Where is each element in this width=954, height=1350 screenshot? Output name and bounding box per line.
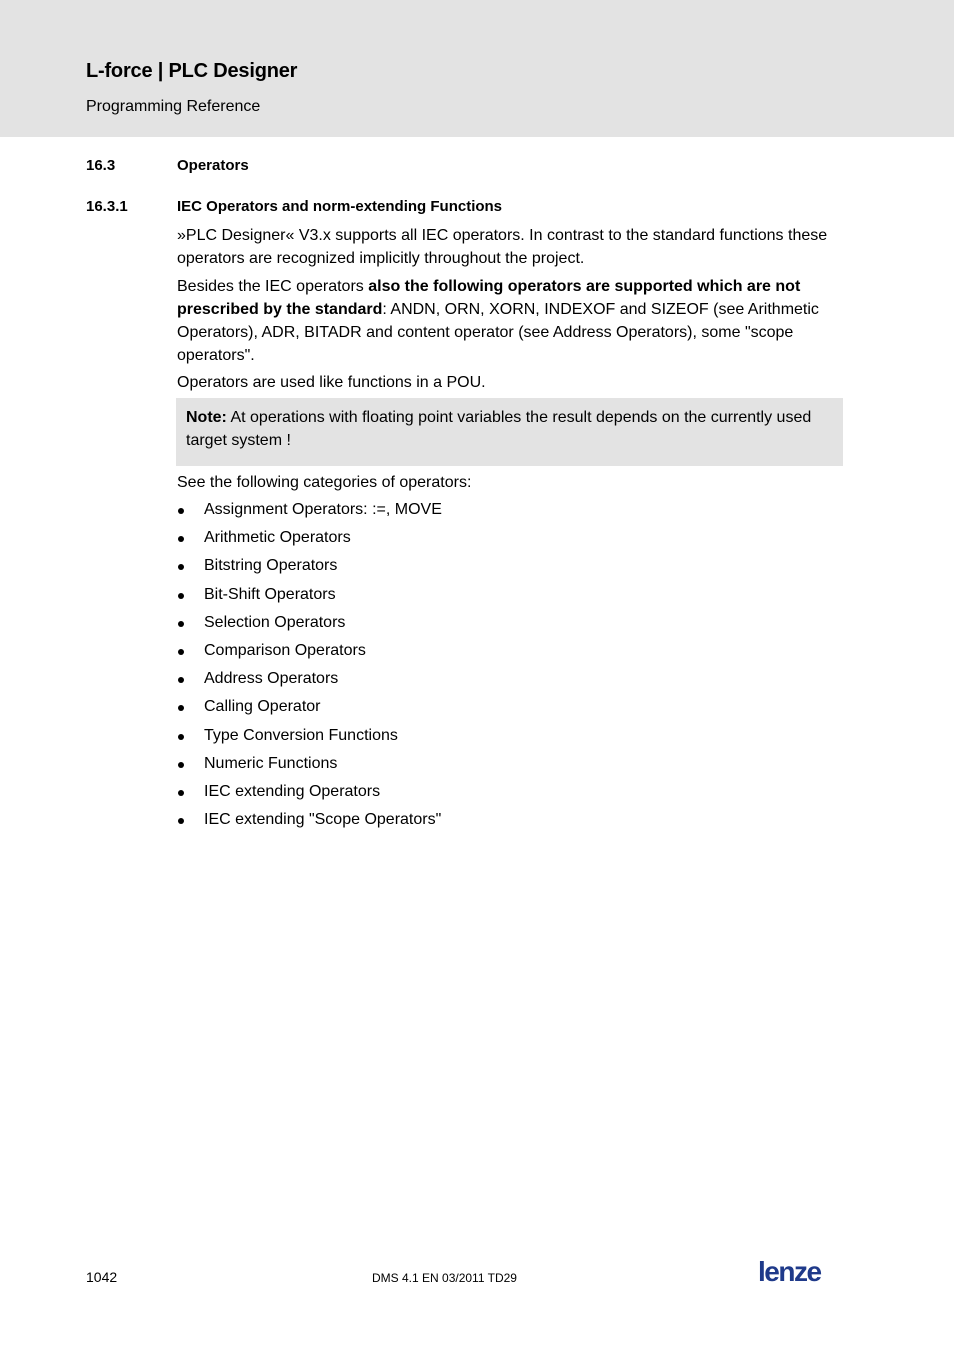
extra-operators-lead: Besides the IEC operators xyxy=(177,278,369,295)
list-item-label: IEC extending Operators xyxy=(204,782,381,800)
list-item xyxy=(177,638,442,666)
note-text xyxy=(186,406,836,452)
document-title: L-force | PLC Designer xyxy=(86,60,298,82)
bullet-icon xyxy=(178,649,184,655)
page-number: 1042 xyxy=(86,1269,118,1285)
section-number: 16.3 xyxy=(86,157,116,174)
list-item-label: IEC extending "Scope Operators" xyxy=(204,811,442,829)
subsection-number: 16.3.1 xyxy=(86,198,128,215)
list-item-label: Bitstring Operators xyxy=(204,557,338,575)
bullet-icon xyxy=(178,677,184,683)
list-item xyxy=(177,779,442,807)
bullet-icon xyxy=(178,705,184,711)
list-item-label: Calling Operator xyxy=(204,698,321,716)
bullet-icon xyxy=(178,818,184,824)
note-label: Note: xyxy=(186,409,227,426)
usage-paragraph: Operators are used like functions in a POU. xyxy=(177,374,486,391)
list-item xyxy=(177,610,442,638)
bullet-icon xyxy=(178,762,184,768)
list-item-label: Address Operators xyxy=(204,670,339,688)
list-item xyxy=(177,525,442,553)
bullet-icon xyxy=(178,508,184,514)
extra-operators-list: : ANDN, ORN, XORN, INDEXOF and SIZEOF (see Arithmetic Operators), ADR, BITADR and content operator (see Address Operators), some "scope operators". xyxy=(177,301,819,364)
list-item xyxy=(177,497,442,525)
document-subtitle: Programming Reference xyxy=(86,98,261,115)
page-header xyxy=(0,0,954,137)
bullet-icon xyxy=(178,621,184,627)
svg-text:lenze: lenze xyxy=(758,1256,821,1287)
list-item xyxy=(177,666,442,694)
list-item xyxy=(177,582,442,610)
bullet-icon xyxy=(178,536,184,542)
extra-operators-paragraph xyxy=(177,275,837,367)
extra-operators-emphasis: also the following operators are supported which are not prescribed by the standard xyxy=(177,278,801,318)
operator-category-list xyxy=(177,497,442,835)
list-item-label: Arithmetic Operators xyxy=(204,529,351,547)
bullet-icon xyxy=(178,564,184,570)
bullet-icon xyxy=(178,790,184,796)
section-title: Operators xyxy=(177,157,249,174)
list-item xyxy=(177,553,442,581)
bullet-icon xyxy=(178,593,184,599)
intro-paragraph: »PLC Designer« V3.x supports all IEC operators. In contrast to the standard functions these operators are recognized implicitly throughout the project. xyxy=(177,227,828,267)
note-box xyxy=(176,398,843,466)
bullet-icon xyxy=(178,734,184,740)
list-item-label: Selection Operators xyxy=(204,613,346,631)
subsection-title: IEC Operators and norm-extending Functions xyxy=(177,198,503,215)
list-item xyxy=(177,807,442,835)
note-body: At operations with floating point variables the result depends on the currently used target system ! xyxy=(186,409,812,449)
categories-intro: See the following categories of operators: xyxy=(177,474,472,491)
list-item xyxy=(177,751,442,779)
list-item-label: Numeric Functions xyxy=(204,754,338,772)
list-item-label: Bit-Shift Operators xyxy=(204,585,336,603)
lenze-logo xyxy=(756,1256,840,1288)
list-item xyxy=(177,694,442,722)
list-item-label: Type Conversion Functions xyxy=(204,726,398,744)
list-item xyxy=(177,723,442,751)
list-item-label: Comparison Operators xyxy=(204,641,366,659)
document-info: DMS 4.1 EN 03/2011 TD29 xyxy=(372,1271,517,1285)
list-item-label: Assignment Operators: :=, MOVE xyxy=(204,501,442,518)
